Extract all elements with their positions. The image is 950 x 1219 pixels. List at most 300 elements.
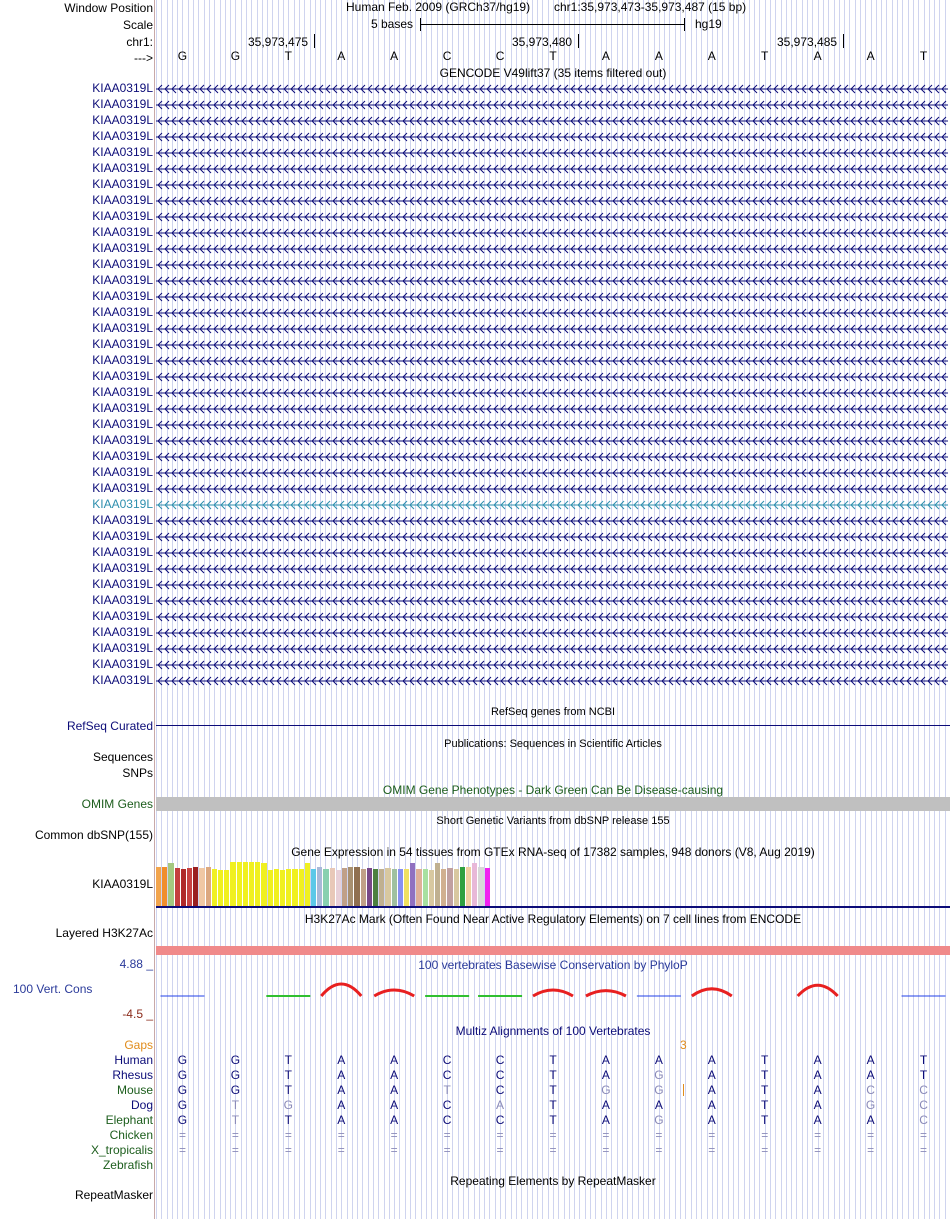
omim-track-label[interactable]: OMIM Genes [81, 797, 153, 811]
aligned-base: G [654, 1068, 664, 1082]
gencode-transcript-label[interactable]: KIAA0319L [92, 193, 153, 207]
gtex-tissue-bar[interactable] [193, 867, 198, 906]
gencode-transcript-label[interactable]: KIAA0319L [92, 657, 153, 671]
scale-text: 5 bases [371, 17, 414, 31]
gtex-tissue-bar[interactable] [280, 870, 285, 906]
gencode-transcript-label[interactable]: KIAA0319L [92, 673, 153, 687]
gencode-transcript-label[interactable]: KIAA0319L [92, 353, 153, 367]
aligned-base: A [337, 1113, 346, 1127]
gencode-transcript-label[interactable]: KIAA0319L [92, 545, 153, 559]
aligned-base: A [654, 1098, 663, 1112]
tick-mark [578, 34, 579, 48]
aligned-base: = [867, 1128, 875, 1142]
aligned-base: T [284, 1053, 292, 1067]
gap-marker [683, 1084, 684, 1096]
gtex-tissue-bar[interactable] [361, 869, 366, 906]
gencode-transcript-line[interactable] [156, 675, 948, 685]
gencode-transcript-label[interactable]: KIAA0319L [92, 161, 153, 175]
aligned-base: A [813, 1083, 822, 1097]
gencode-transcript-label[interactable]: KIAA0319L [92, 609, 153, 623]
aligned-base: T [549, 1098, 557, 1112]
gencode-transcript-line[interactable] [156, 659, 948, 669]
gencode-transcript-line[interactable] [156, 643, 948, 653]
aligned-base: T [231, 1113, 240, 1127]
gtex-tissue-bar[interactable] [336, 870, 341, 906]
aligned-base: A [390, 1068, 399, 1082]
gtex-tissue-bar[interactable] [317, 867, 322, 906]
aligned-base: A [390, 1113, 399, 1127]
gencode-transcript-label[interactable]: KIAA0319L [92, 497, 153, 511]
tick-label: 35,973,475 [248, 35, 309, 49]
gtex-tissue-bar[interactable] [268, 870, 273, 906]
snps-track-label[interactable]: SNPs [122, 766, 153, 780]
aligned-base: A [813, 1053, 822, 1067]
gencode-transcript-label[interactable]: KIAA0319L [92, 481, 153, 495]
gencode-transcript-line[interactable] [156, 147, 948, 157]
aligned-base: = [443, 1128, 451, 1142]
gtex-tissue-bar[interactable] [299, 869, 304, 906]
aligned-base: C [495, 1083, 505, 1097]
aligned-base: T [549, 1113, 557, 1127]
aligned-base: T [231, 1098, 240, 1112]
aligned-base: = [549, 1143, 557, 1157]
aligned-base: C [495, 1053, 505, 1067]
aligned-base: = [496, 1143, 504, 1157]
aligned-base: C [919, 1083, 928, 1097]
aligned-base: G [230, 1068, 241, 1082]
aligned-base: G [283, 1098, 293, 1112]
gencode-transcript-label[interactable]: KIAA0319L [92, 225, 153, 239]
gencode-transcript-label[interactable]: KIAA0319L [92, 561, 153, 575]
aligned-base: T [549, 1053, 557, 1067]
aligned-base: G [654, 1113, 664, 1127]
aligned-base: A [654, 1053, 663, 1067]
gtex-tissue-bar[interactable] [168, 863, 173, 906]
aligned-base: G [230, 1083, 241, 1097]
aligned-base: T [761, 1083, 769, 1097]
aligned-base: G [601, 1083, 611, 1097]
aligned-base: C [495, 1068, 505, 1082]
species-label[interactable]: Elephant [105, 1113, 153, 1127]
gencode-transcript-line[interactable] [156, 403, 948, 413]
aligned-base: = [390, 1143, 398, 1157]
species-label[interactable]: X_tropicalis [90, 1143, 153, 1157]
omim-gene-bar[interactable] [156, 797, 950, 811]
aligned-base: A [707, 1053, 716, 1067]
gtex-tissue-bar[interactable] [206, 867, 211, 906]
reference-base: G [230, 49, 241, 63]
aligned-base: G [177, 1113, 188, 1127]
species-label[interactable]: Zebrafish [102, 1158, 153, 1172]
refseq-track-label[interactable]: RefSeq Curated [66, 719, 153, 733]
gencode-transcript-label[interactable]: KIAA0319L [92, 465, 153, 479]
tick-mark [314, 34, 315, 48]
strand-label: ---> [134, 51, 153, 65]
aligned-base: = [708, 1143, 716, 1157]
aligned-base: G [177, 1098, 188, 1112]
gencode-transcript-line[interactable] [156, 243, 948, 253]
assembly-name: Human Feb. 2009 (GRCh37/hg19) [346, 0, 531, 14]
h3k27ac-track-title: H3K27Ac Mark (Often Found Near Active Regulatory Elements) on 7 cell lines from ENCODE [304, 912, 802, 926]
omim-track-title: OMIM Gene Phenotypes - Dark Green Can Be Disease-causing [382, 783, 724, 797]
aligned-base: T [284, 1113, 292, 1127]
gtex-baseline [156, 906, 950, 908]
scale-bar [420, 24, 685, 25]
aligned-base: G [177, 1053, 188, 1067]
gtex-tissue-bar[interactable] [323, 869, 328, 906]
gencode-transcript-label[interactable]: KIAA0319L [92, 529, 153, 543]
phylop-score-mark [586, 991, 626, 996]
gtex-tissue-bar[interactable] [466, 867, 471, 906]
aligned-base: = [549, 1128, 557, 1142]
aligned-base: A [813, 1098, 822, 1112]
aligned-base: C [495, 1113, 505, 1127]
gtex-tissue-bar[interactable] [429, 870, 434, 906]
gtex-tissue-bar[interactable] [224, 870, 229, 906]
gencode-transcript-label[interactable]: KIAA0319L [92, 81, 153, 95]
gencode-transcript-label[interactable]: KIAA0319L [92, 337, 153, 351]
gencode-transcript-line[interactable] [156, 611, 948, 621]
reference-base: A [601, 49, 610, 63]
reference-base: C [495, 49, 505, 63]
gencode-transcript-line[interactable] [156, 259, 948, 269]
gtex-tissue-bar[interactable] [460, 867, 465, 906]
gencode-transcript-label[interactable]: KIAA0319L [92, 433, 153, 447]
aligned-base: = [708, 1128, 716, 1142]
aligned-base: = [602, 1143, 610, 1157]
aligned-base: A [390, 1083, 399, 1097]
phylop-score-mark [374, 990, 414, 996]
gencode-transcript-line[interactable] [156, 387, 948, 397]
aligned-base: = [284, 1143, 292, 1157]
aligned-base: T [443, 1083, 451, 1097]
aligned-base: T [761, 1068, 769, 1082]
gtex-tissue-bar[interactable] [261, 863, 266, 906]
gencode-transcript-label[interactable]: KIAA0319L [92, 417, 153, 431]
refseq-track-title: RefSeq genes from NCBI [490, 706, 616, 718]
reference-base: A [390, 49, 399, 63]
gencode-transcript-line[interactable] [156, 83, 948, 93]
aligned-base: = [655, 1128, 663, 1142]
gencode-transcript-label[interactable]: KIAA0319L [92, 241, 153, 255]
gtex-tissue-bar[interactable] [385, 868, 390, 906]
gtex-tissue-bar[interactable] [181, 869, 186, 906]
gtex-tissue-bar[interactable] [416, 869, 421, 906]
gtex-tissue-bar[interactable] [447, 868, 452, 906]
aligned-base: A [337, 1083, 346, 1097]
gencode-transcript-line[interactable] [156, 595, 948, 605]
gencode-transcript-line[interactable] [156, 579, 948, 589]
aligned-base: T [919, 1068, 928, 1082]
gencode-transcript-line[interactable] [156, 307, 948, 317]
aligned-base: = [178, 1128, 186, 1142]
phylop-score-mark [798, 985, 838, 996]
aligned-base: A [866, 1068, 875, 1082]
aligned-base: = [337, 1128, 345, 1142]
gencode-transcript-label[interactable]: KIAA0319L [92, 273, 153, 287]
gencode-transcript-label[interactable]: KIAA0319L [92, 209, 153, 223]
gtex-track-title: Gene Expression in 54 tissues from GTEx RNA-seq of 17382 samples, 948 donors (V8, Aug 2019) [291, 845, 815, 859]
aligned-base: A [601, 1098, 610, 1112]
gtex-tissue-bar[interactable] [398, 869, 403, 906]
phylop-conservation-plot[interactable] [156, 980, 950, 1006]
aligned-base: G [865, 1098, 876, 1112]
gencode-transcript-line[interactable] [156, 451, 948, 461]
aligned-base: = [496, 1128, 504, 1142]
aligned-base: = [390, 1128, 398, 1142]
gencode-transcript-line[interactable] [156, 275, 948, 285]
gtex-tissue-bar[interactable] [410, 863, 415, 906]
reference-base: T [549, 49, 557, 63]
sequences-track-label[interactable]: Sequences [92, 750, 153, 764]
aligned-base: A [337, 1098, 346, 1112]
phylop-score-mark [533, 990, 573, 996]
gtex-tissue-bar[interactable] [441, 869, 446, 906]
gtex-tissue-bar[interactable] [292, 869, 297, 906]
aligned-base: C [919, 1098, 928, 1112]
gtex-tissue-bar[interactable] [230, 862, 235, 906]
gtex-tissue-bar[interactable] [373, 869, 378, 906]
reference-base: A [866, 49, 875, 63]
repeatmasker-track-label[interactable]: RepeatMasker [74, 1188, 153, 1202]
aligned-base: T [761, 1098, 769, 1112]
scale-bar-left-cap [420, 18, 421, 31]
species-label[interactable]: Dog [130, 1098, 153, 1112]
reference-base: G [177, 49, 188, 63]
gtex-tissue-bar[interactable] [454, 869, 459, 906]
gencode-transcript-label[interactable]: KIAA0319L [92, 513, 153, 527]
aligned-base: A [337, 1053, 346, 1067]
aligned-base: = [761, 1128, 769, 1142]
gencode-transcript-line[interactable] [156, 99, 948, 109]
gencode-track-title: GENCODE V49lift37 (35 items filtered out) [439, 66, 667, 80]
gencode-transcript-line[interactable] [156, 163, 948, 173]
gencode-transcript-line[interactable] [156, 531, 948, 541]
gtex-tissue-bar[interactable] [249, 862, 254, 906]
species-label[interactable]: Chicken [109, 1128, 153, 1142]
gtex-tissue-bar[interactable] [218, 870, 223, 906]
aligned-base: C [442, 1068, 452, 1082]
gencode-transcript-label[interactable]: KIAA0319L [92, 593, 153, 607]
species-label[interactable]: Human [114, 1053, 153, 1067]
aligned-base: = [920, 1128, 928, 1142]
gtex-tissue-bar[interactable] [354, 867, 359, 906]
aligned-base: = [867, 1143, 875, 1157]
aligned-base: A [707, 1113, 716, 1127]
gencode-transcript-label[interactable]: KIAA0319L [92, 577, 153, 591]
h3k27ac-signal-bar[interactable] [156, 946, 950, 955]
phylop-track-label[interactable]: 100 Vert. Cons [13, 982, 93, 996]
gtex-tissue-bar[interactable] [274, 869, 279, 906]
aligned-base: = [814, 1128, 822, 1142]
gencode-transcript-line[interactable] [156, 355, 948, 365]
gencode-transcript-label[interactable]: KIAA0319L [92, 321, 153, 335]
gtex-expression-bars[interactable] [156, 860, 950, 906]
reference-base: T [919, 49, 928, 63]
aligned-base: = [920, 1143, 928, 1157]
reference-base: T [284, 49, 292, 63]
publications-track-title: Publications: Sequences in Scientific Articles [444, 738, 662, 750]
gtex-tissue-bar[interactable] [478, 867, 483, 906]
gtex-tissue-bar[interactable] [286, 869, 291, 906]
gtex-track-label[interactable]: KIAA0319L [92, 877, 153, 891]
gtex-tissue-bar[interactable] [330, 868, 335, 906]
aligned-base: T [919, 1053, 928, 1067]
h3k27ac-track-label[interactable]: Layered H3K27Ac [55, 926, 153, 940]
aligned-base: = [761, 1143, 769, 1157]
gencode-transcript-line[interactable] [156, 515, 948, 525]
gencode-transcript-label[interactable]: KIAA0319L [92, 257, 153, 271]
aligned-base: = [231, 1128, 239, 1142]
aligned-base: C [919, 1113, 928, 1127]
scale-label: Scale [122, 18, 153, 32]
label-divider [154, 0, 155, 1219]
window-position-label: Window Position [64, 1, 153, 15]
aligned-base: G [177, 1083, 188, 1097]
gencode-transcript-label[interactable]: KIAA0319L [92, 401, 153, 415]
phylop-max-label: 4.88 _ [119, 957, 153, 971]
refseq-gene-line[interactable] [156, 725, 950, 726]
multiz-track-title: Multiz Alignments of 100 Vertebrates [455, 1024, 651, 1038]
reference-base: A [707, 49, 716, 63]
gtex-tissue-bar[interactable] [485, 868, 490, 906]
gencode-transcript-line[interactable] [156, 467, 948, 477]
gtex-tissue-bar[interactable] [423, 869, 428, 906]
aligned-base: = [443, 1143, 451, 1157]
gtex-tissue-bar[interactable] [311, 869, 316, 906]
gencode-transcript-line[interactable] [156, 435, 948, 445]
gencode-transcript-line[interactable] [156, 371, 948, 381]
phylop-min-label: -4.5 _ [122, 1007, 153, 1021]
reference-base: A [337, 49, 346, 63]
gencode-transcript-line[interactable] [156, 211, 948, 221]
phylop-score-mark [692, 989, 732, 996]
gencode-transcript-label[interactable]: KIAA0319L [92, 97, 153, 111]
species-label[interactable]: Rhesus [112, 1068, 153, 1082]
gtex-tissue-bar[interactable] [305, 863, 310, 906]
tick-label: 35,973,480 [512, 35, 573, 49]
dbsnp-track-title: Short Genetic Variants from dbSNP release 155 [436, 815, 670, 827]
gtex-tissue-bar[interactable] [187, 868, 192, 906]
gencode-transcript-line[interactable] [156, 339, 948, 349]
tick-mark [843, 34, 844, 48]
gencode-transcript-label[interactable]: KIAA0319L [92, 449, 153, 463]
aligned-base: A [866, 1113, 875, 1127]
gtex-tissue-bar[interactable] [472, 863, 477, 906]
aligned-base: T [549, 1083, 557, 1097]
aligned-base: = [655, 1143, 663, 1157]
gtex-tissue-bar[interactable] [342, 868, 347, 906]
gencode-transcript-line[interactable] [156, 563, 948, 573]
position-readout: chr1:35,973,473-35,973,487 (15 bp) [554, 0, 747, 14]
gencode-transcript-line[interactable] [156, 323, 948, 333]
aligned-base: G [177, 1068, 188, 1082]
gencode-transcript-line[interactable] [156, 291, 948, 301]
aligned-base: A [707, 1098, 716, 1112]
gencode-transcript-line[interactable] [156, 499, 948, 509]
aligned-base: A [707, 1083, 716, 1097]
aligned-base: A [707, 1068, 716, 1082]
aligned-base: = [337, 1143, 345, 1157]
gencode-transcript-label[interactable]: KIAA0319L [92, 129, 153, 143]
aligned-base: A [866, 1053, 875, 1067]
aligned-base: A [601, 1068, 610, 1082]
gencode-transcript-line[interactable] [156, 179, 948, 189]
gtex-tissue-bar[interactable] [404, 869, 409, 906]
aligned-base: C [442, 1098, 452, 1112]
aligned-base: A [496, 1098, 505, 1112]
gtex-tissue-bar[interactable] [175, 868, 180, 906]
gencode-transcript-label[interactable]: KIAA0319L [92, 625, 153, 639]
gtex-tissue-bar[interactable] [348, 867, 353, 906]
aligned-base: A [813, 1113, 822, 1127]
gencode-transcript-line[interactable] [156, 547, 948, 557]
gtex-tissue-bar[interactable] [243, 862, 248, 906]
aligned-base: T [761, 1113, 769, 1127]
gap-count: 3 [680, 1038, 687, 1052]
gtex-tissue-bar[interactable] [237, 862, 242, 906]
gencode-transcript-label[interactable]: KIAA0319L [92, 113, 153, 127]
dbsnp-track-label[interactable]: Common dbSNP(155) [34, 828, 153, 842]
aligned-base: = [814, 1143, 822, 1157]
gencode-transcript-line[interactable] [156, 627, 948, 637]
gencode-transcript-label[interactable]: KIAA0319L [92, 369, 153, 383]
scale-bar-right-cap [684, 18, 685, 31]
aligned-base: T [761, 1053, 769, 1067]
aligned-base: = [602, 1128, 610, 1142]
aligned-base: C [442, 1113, 452, 1127]
gtex-tissue-bar[interactable] [255, 862, 260, 906]
reference-base: C [442, 49, 452, 63]
gencode-transcript-line[interactable] [156, 131, 948, 141]
gtex-tissue-bar[interactable] [435, 863, 440, 906]
phylop-score-mark [321, 984, 361, 996]
reference-base: A [654, 49, 663, 63]
gencode-transcript-label[interactable]: KIAA0319L [92, 145, 153, 159]
phylop-track-title: 100 vertebrates Basewise Conservation by PhyloP [418, 958, 688, 972]
aligned-base: C [866, 1083, 875, 1097]
chrom-label: chr1: [126, 35, 153, 49]
gtex-tissue-bar[interactable] [162, 867, 167, 906]
gtex-tissue-bar[interactable] [379, 869, 384, 906]
gtex-tissue-bar[interactable] [199, 868, 204, 906]
gtex-tissue-bar[interactable] [156, 867, 161, 906]
gencode-transcript-label[interactable]: KIAA0319L [92, 289, 153, 303]
scale-db: hg19 [695, 17, 722, 31]
gencode-transcript-line[interactable] [156, 419, 948, 429]
aligned-base: = [231, 1143, 239, 1157]
aligned-base: A [337, 1068, 346, 1082]
species-label[interactable]: Mouse [116, 1083, 153, 1097]
gencode-transcript-label[interactable]: KIAA0319L [92, 385, 153, 399]
reference-base: A [813, 49, 822, 63]
gencode-transcript-label[interactable]: KIAA0319L [92, 305, 153, 319]
gtex-tissue-bar[interactable] [367, 868, 372, 906]
aligned-base: A [601, 1113, 610, 1127]
gtex-tissue-bar[interactable] [392, 869, 397, 906]
aligned-base: A [390, 1098, 399, 1112]
gencode-transcript-line[interactable] [156, 483, 948, 493]
gencode-transcript-line[interactable] [156, 227, 948, 237]
gencode-transcript-line[interactable] [156, 195, 948, 205]
gencode-transcript-line[interactable] [156, 115, 948, 125]
gencode-transcript-label[interactable]: KIAA0319L [92, 177, 153, 191]
repeatmasker-track-title: Repeating Elements by RepeatMasker [450, 1174, 656, 1188]
aligned-base: A [813, 1068, 822, 1082]
gencode-transcript-label[interactable]: KIAA0319L [92, 641, 153, 655]
gtex-tissue-bar[interactable] [212, 869, 217, 906]
aligned-base: A [390, 1053, 399, 1067]
